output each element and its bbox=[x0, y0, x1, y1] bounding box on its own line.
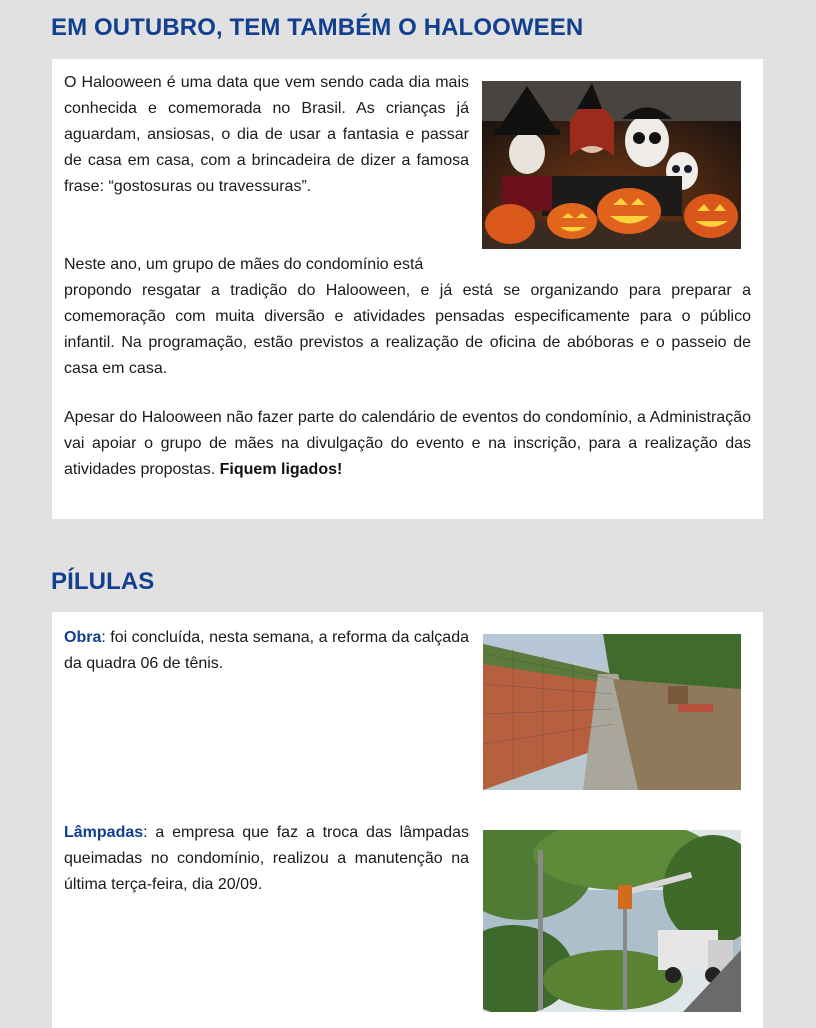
halloween-paragraph-1: O Halooween é uma data que vem sendo cada dia mais conhecida e comemorada no Brasil. As crianças já aguardam, ansiosas, o dia de usar a fantasia e passar de casa em casa, com a brincadeira de dizer a famosa frase: “gostosuras ou travessuras”. bbox=[64, 74, 469, 195]
halloween-card bbox=[52, 59, 763, 519]
tennis-court-illustration bbox=[483, 634, 741, 790]
pilula-label-obra: Obra bbox=[64, 629, 102, 646]
halloween-paragraph-2-line1: Neste ano, um grupo de mães do condomínio está bbox=[64, 256, 424, 273]
pilula-label-lampadas: Lâmpadas bbox=[64, 824, 144, 841]
section-title-pilulas: PÍLULAS bbox=[51, 568, 155, 595]
halloween-family-illustration bbox=[482, 81, 741, 249]
pilulas-card bbox=[52, 612, 763, 1028]
pilula-text-lampadas: : a empresa que faz a troca das lâmpadas queimadas no condomínio, realizou a manutenção na última terça-feira, dia 20/09. bbox=[64, 824, 469, 893]
halloween-paragraph-3-text: Apesar do Halooween não fazer parte do calendário de eventos do condomínio, a Administração vai apoiar o grupo de mães na divulgação do evento e na inscrição, para a realização das atividades propostas. bbox=[64, 409, 751, 478]
pilula-text-obra: : foi concluída, nesta semana, a reforma da calçada da quadra 06 de tênis. bbox=[64, 629, 469, 672]
pilula-item-obra bbox=[64, 625, 469, 677]
pilula-item-lampadas bbox=[64, 820, 469, 898]
lamp-maintenance-illustration bbox=[483, 830, 741, 1012]
halloween-family-photo bbox=[482, 81, 741, 249]
section-title-halloween: EM OUTUBRO, TEM TAMBÉM O HALOOWEEN bbox=[51, 14, 584, 41]
halloween-paragraph-3 bbox=[64, 405, 751, 483]
lamp-maintenance-photo bbox=[483, 830, 741, 1012]
tennis-court-photo bbox=[483, 634, 741, 790]
halloween-paragraph-3-highlight: Fiquem ligados! bbox=[219, 461, 343, 478]
halloween-paragraph-2: propondo resgatar a tradição do Halooween, e já está se organizando para preparar a comemoração com muita diversão e atividades pensadas especificamente para o público infantil. Na programação, estão previstos a realização de oficina de abóboras e o passeio de casa em casa. bbox=[64, 282, 751, 377]
